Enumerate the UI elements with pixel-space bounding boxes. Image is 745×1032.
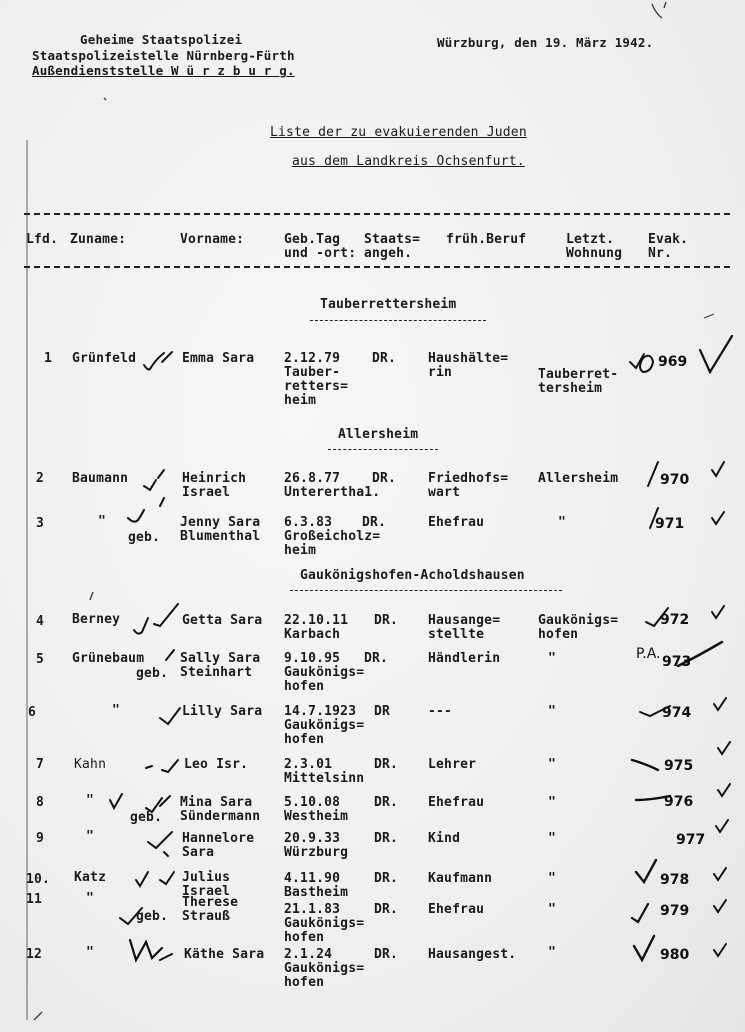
row-vorname: Hannelore Sara <box>182 831 255 860</box>
row-evak: 971 <box>655 516 685 532</box>
row-staats: DR. <box>374 831 399 846</box>
row-staats: DR. <box>374 902 399 917</box>
row-wohnung: " <box>558 515 567 530</box>
row-beruf: Hausange= stellte <box>428 613 501 642</box>
row-vorname: Sally Sara Steinhart <box>180 651 261 680</box>
row-geburt: 20.9.33 Würzburg <box>284 831 349 860</box>
row-evak: 969 <box>658 354 688 370</box>
row-staats: DR. <box>374 947 399 962</box>
col-geburt: Geb.Tag und -ort: <box>284 232 357 261</box>
row-evak: 980 <box>660 947 690 963</box>
row-zuname: " <box>86 793 95 808</box>
row-nr: 9 <box>36 831 45 846</box>
title-line-2: aus dem Landkreis Ochsenfurt. <box>292 154 525 169</box>
row-staats: DR. <box>372 471 397 486</box>
row-zuname: Grünebaum <box>72 651 145 666</box>
row-geb-label: geb. <box>136 909 169 924</box>
row-geburt: 26.8.77 Unterertha1. <box>284 471 381 500</box>
row-nr: 7 <box>36 757 45 772</box>
row-staats: DR. <box>362 515 387 530</box>
row-wohnung: " <box>548 795 557 810</box>
row-staats: DR <box>374 704 391 719</box>
row-beruf: Händlerin <box>428 651 501 666</box>
row-beruf: Kaufmann <box>428 871 493 886</box>
row-note: P.A. <box>636 646 661 662</box>
row-beruf: Friedhofs= wart <box>428 471 509 500</box>
row-staats: DR. <box>374 871 399 886</box>
row-wohnung: Gaukönigs= hofen <box>538 613 619 642</box>
row-geburt: 2.1.24 Gaukönigs= hofen <box>284 947 365 990</box>
row-evak: 979 <box>660 903 690 919</box>
row-zuname: Katz <box>74 870 107 885</box>
col-zuname: Zuname: <box>70 232 127 247</box>
row-staats: DR. <box>374 795 399 810</box>
row-staats: DR. <box>374 613 399 628</box>
agency-line-1: Geheime Staatspolizei <box>80 32 243 47</box>
section-heading: Allersheim <box>338 427 419 442</box>
row-geb-label: geb. <box>136 666 169 681</box>
row-evak: 972 <box>660 612 690 628</box>
row-wohnung: " <box>548 704 557 719</box>
row-zuname: Baumann <box>72 471 129 486</box>
row-vorname: Leo Isr. <box>184 757 249 772</box>
row-beruf: Kind <box>428 831 461 846</box>
row-evak: 974 <box>662 705 692 721</box>
col-evak: Evak. Nr. <box>648 232 689 261</box>
row-beruf: Ehefrau <box>428 902 485 917</box>
row-staats: DR. <box>374 757 399 772</box>
row-staats: DR. <box>372 351 397 366</box>
title-line-1: Liste der zu evakuierenden Juden <box>270 125 527 140</box>
row-wohnung: " <box>548 871 557 886</box>
col-vorname: Vorname: <box>180 232 245 247</box>
row-vorname: Getta Sara <box>182 613 263 628</box>
row-zuname: " <box>86 945 95 960</box>
row-evak: 977 <box>676 832 706 848</box>
row-wohnung: Allersheim <box>538 471 619 486</box>
row-geburt: 5.10.08 Westheim <box>284 795 349 824</box>
row-vorname: Heinrich Israel <box>182 471 247 500</box>
row-evak: 978 <box>660 872 690 888</box>
section-heading: Tauberrettersheim <box>320 297 457 312</box>
row-vorname: Jenny Sara Blumenthal <box>180 515 261 544</box>
row-nr: 2 <box>36 471 45 486</box>
row-vorname: Lilly Sara <box>182 704 263 719</box>
row-beruf: Ehefrau <box>428 515 485 530</box>
row-beruf: Ehefrau <box>428 795 485 810</box>
row-zuname: Grünfeld <box>72 351 137 366</box>
row-vorname: Emma Sara <box>182 351 255 366</box>
checkmark-icon <box>110 336 732 960</box>
col-beruf: früh.Beruf <box>446 232 527 247</box>
row-vorname: Julius Israel <box>182 870 231 899</box>
section-heading: Gaukönigshofen-Acholdshausen <box>300 568 525 583</box>
row-zuname: " <box>86 891 95 906</box>
row-evak: 973 <box>662 654 692 670</box>
place-date: Würzburg, den 19. März 1942. <box>437 35 654 50</box>
row-nr: 10. <box>26 872 51 887</box>
row-nr: 12 <box>26 947 43 962</box>
row-geburt: 2.12.79 Tauber- retters= heim <box>284 351 349 408</box>
row-nr: 6 <box>28 705 37 720</box>
row-zuname: " <box>98 514 107 529</box>
row-geburt: 6.3.83 Großeicholz= heim <box>284 515 381 558</box>
row-wohnung: " <box>548 757 557 772</box>
agency-line-3: Außendienststelle W ü r z b u r g. <box>32 63 295 78</box>
row-nr: 5 <box>36 652 45 667</box>
row-staats: DR. <box>364 651 389 666</box>
row-geburt: 4.11.90 Bastheim <box>284 871 349 900</box>
row-evak: 975 <box>664 758 694 774</box>
col-wohnung: Letzt. Wohnung <box>566 232 623 261</box>
row-geb-label: geb. <box>128 530 161 545</box>
row-nr: 4 <box>36 614 45 629</box>
row-geburt: 22.10.11 Karbach <box>284 613 349 642</box>
row-wohnung: " <box>548 945 557 960</box>
row-wohnung: " <box>548 831 557 846</box>
row-nr: 8 <box>36 795 45 810</box>
row-vorname: Mina Sara Sündermann <box>180 795 261 824</box>
row-beruf: --- <box>428 704 453 719</box>
row-beruf: Lehrer <box>428 757 477 772</box>
agency-line-2: Staatspolizeistelle Nürnberg-Fürth <box>32 48 295 63</box>
row-nr: 11 <box>26 892 43 907</box>
row-zuname: Kahn <box>74 757 107 772</box>
row-geburt: 2.3.01 Mittelsinn <box>284 757 365 786</box>
row-beruf: Hausangest. <box>428 947 517 962</box>
row-wohnung: " <box>548 902 557 917</box>
row-nr: 1 <box>44 351 53 366</box>
row-geb-label: geb. <box>130 810 163 825</box>
row-zuname: " <box>112 703 121 718</box>
row-zuname: Berney <box>72 612 121 627</box>
row-vorname: Therese Strauß <box>182 895 239 924</box>
row-evak: 970 <box>660 472 690 488</box>
col-staatsangehoerigkeit: Staats= angeh. <box>364 232 421 261</box>
row-beruf: Haushälte= rin <box>428 351 509 380</box>
row-geburt: 9.10.95 Gaukönigs= hofen <box>284 651 365 694</box>
row-geburt: 21.1.83 Gaukönigs= hofen <box>284 902 365 945</box>
row-zuname: " <box>86 829 95 844</box>
row-geburt: 14.7.1923 Gaukönigs= hofen <box>284 704 365 747</box>
row-vorname: Käthe Sara <box>184 947 265 962</box>
row-nr: 3 <box>36 516 45 531</box>
row-wohnung: Tauberret- tersheim <box>538 367 619 396</box>
col-lfd: Lfd. <box>26 232 59 247</box>
row-wohnung: " <box>548 651 557 666</box>
row-evak: 976 <box>664 794 694 810</box>
